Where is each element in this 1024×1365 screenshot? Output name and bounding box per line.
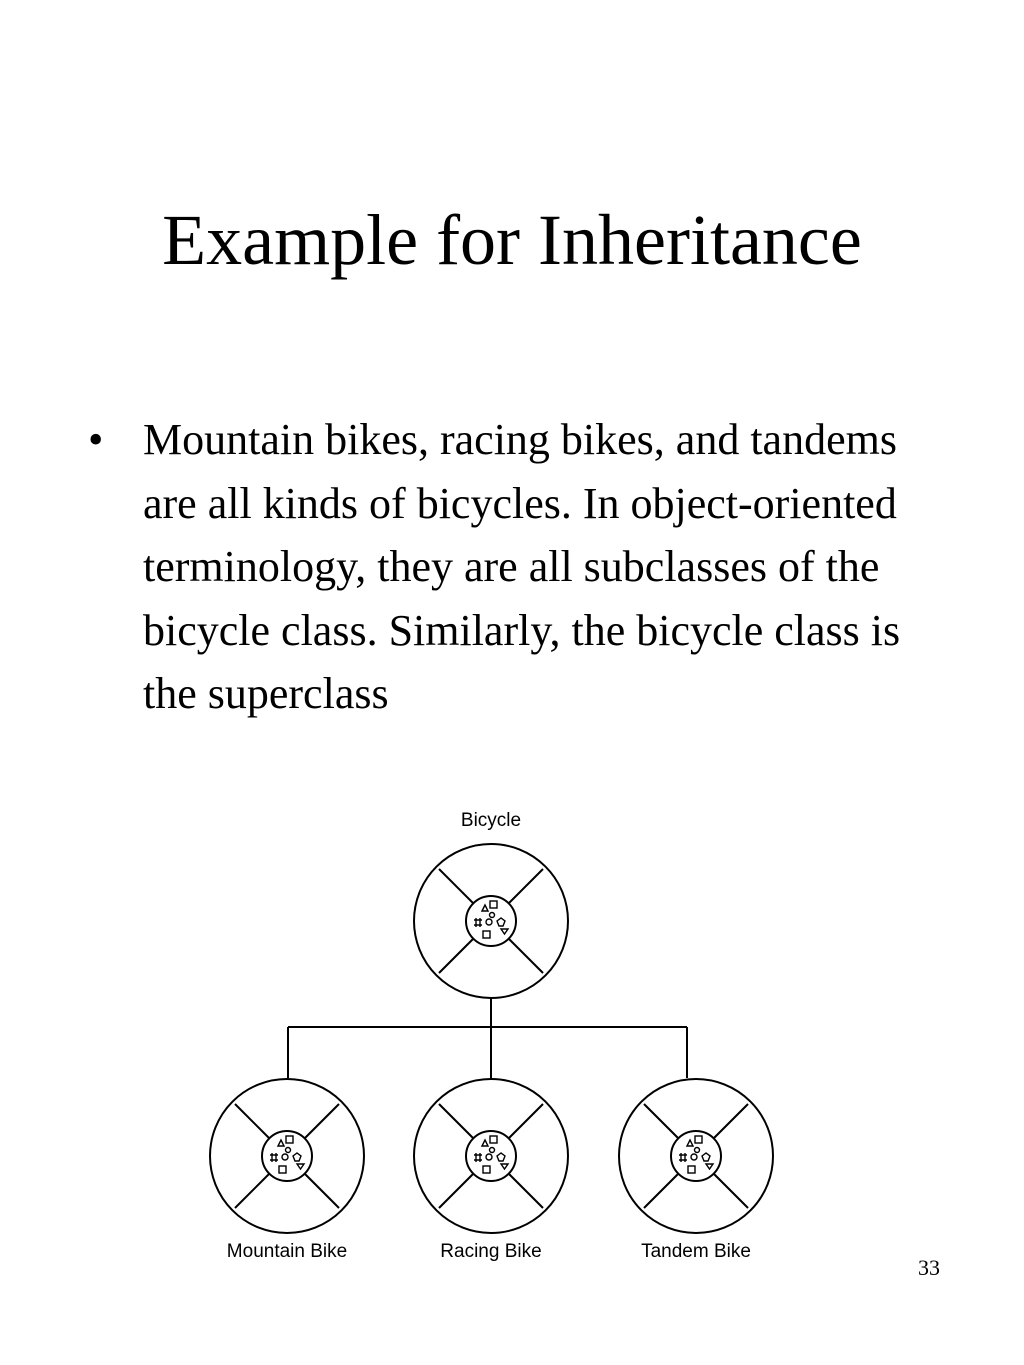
object-nucleus [671, 1131, 721, 1181]
slide-title: Example for Inheritance [162, 200, 862, 280]
object-icon [414, 844, 568, 998]
class-node-tandem-bike [619, 1079, 773, 1262]
bullet-text: Mountain bikes, racing bikes, and tandems are all kinds of bicycles. In object-oriented terminology, they are all subclasses of the bicycle class. Similarly, the bicycle class is the superclass [143, 415, 901, 718]
object-nucleus [466, 1131, 516, 1181]
object-nucleus [262, 1131, 312, 1181]
object-icon [414, 1079, 568, 1233]
hierarchy-connectors [288, 998, 687, 1078]
object-icon [210, 1079, 364, 1233]
class-label-tandem-bike: Tandem Bike [641, 1241, 751, 1262]
page-number: 33 [918, 1255, 940, 1280]
class-label-racing-bike: Racing Bike [440, 1241, 542, 1262]
class-node-bicycle [414, 810, 568, 998]
object-icon [619, 1079, 773, 1233]
bullet-point: • [88, 415, 104, 464]
class-label-mountain-bike: Mountain Bike [226, 1241, 348, 1262]
object-nucleus [466, 896, 516, 946]
class-node-mountain-bike [210, 1079, 364, 1262]
class-label-bicycle: Bicycle [460, 810, 522, 831]
class-node-racing-bike [414, 1079, 568, 1262]
